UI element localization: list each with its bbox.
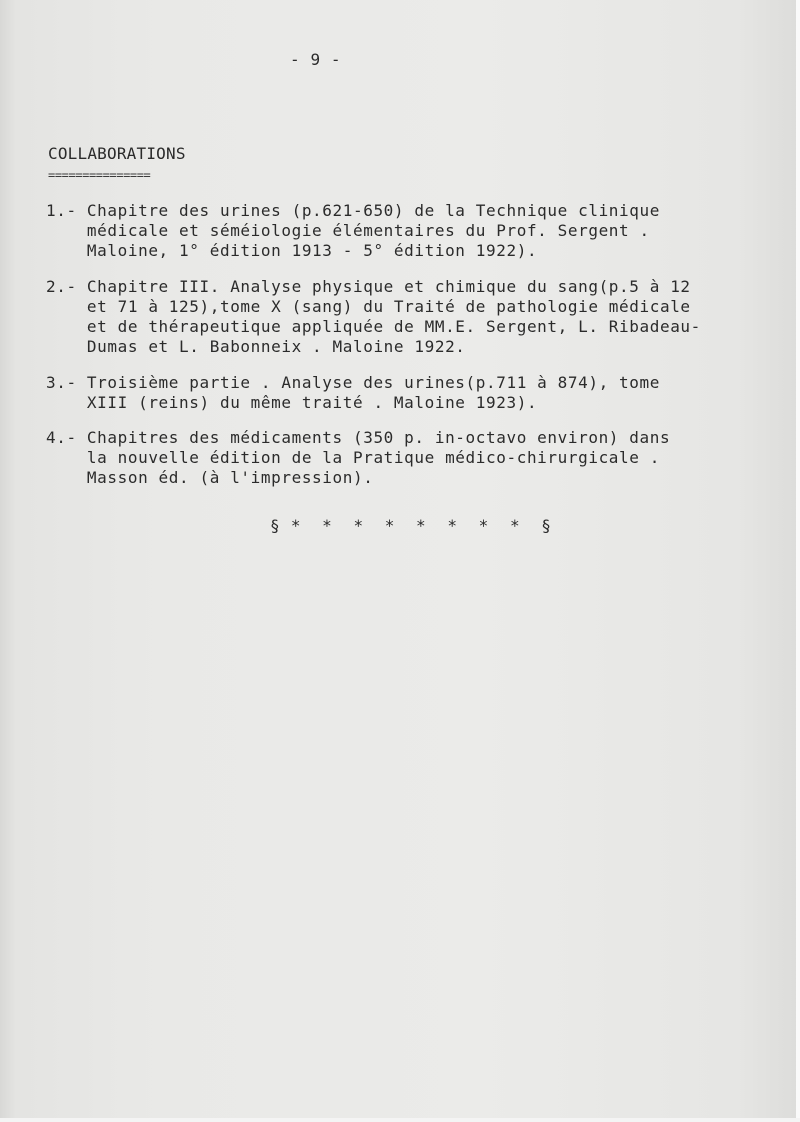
collaboration-entry [46, 201, 782, 261]
entry-line: la nouvelle édition de la Pratique médico-chirurgicale . [46, 448, 660, 467]
entry-line: XIII (reins) du même traité . Maloine 1923). [46, 393, 538, 412]
entry-line: médicale et séméiologie élémentaires du Prof. Sergent . [46, 221, 650, 240]
entry-line: 2.- Chapitre III. Analyse physique et chimique du sang(p.5 à 12 [46, 277, 691, 296]
page-number: - 9 - [290, 50, 342, 69]
section-heading: COLLABORATIONS [48, 144, 186, 163]
entry-line: Maloine, 1° édition 1913 - 5° édition 1922). [46, 241, 538, 260]
page-bottom-edge [0, 1118, 800, 1122]
collaboration-entry [46, 373, 782, 413]
collaboration-entry [46, 277, 782, 357]
entry-line: Dumas et L. Babonneix . Maloine 1922. [46, 337, 466, 356]
entry-line: et 71 à 125),tome X (sang) du Traité de pathologie médicale [46, 297, 691, 316]
entry-line: Masson éd. (à l'impression). [46, 468, 374, 487]
entry-line: 4.- Chapitres des médicaments (350 p. in-octavo environ) dans [46, 428, 671, 447]
entry-line: 3.- Troisième partie . Analyse des urines(p.711 à 874), tome [46, 373, 660, 392]
heading-underline: =============== [48, 168, 151, 182]
section-ornament: § * * * * * * * * § [270, 516, 563, 535]
page-edge [796, 0, 800, 1122]
entry-line: 1.- Chapitre des urines (p.621-650) de la Technique clinique [46, 201, 660, 220]
entry-line: et de thérapeutique appliquée de MM.E. Sergent, L. Ribadeau- [46, 317, 701, 336]
collaboration-entry [46, 428, 782, 488]
